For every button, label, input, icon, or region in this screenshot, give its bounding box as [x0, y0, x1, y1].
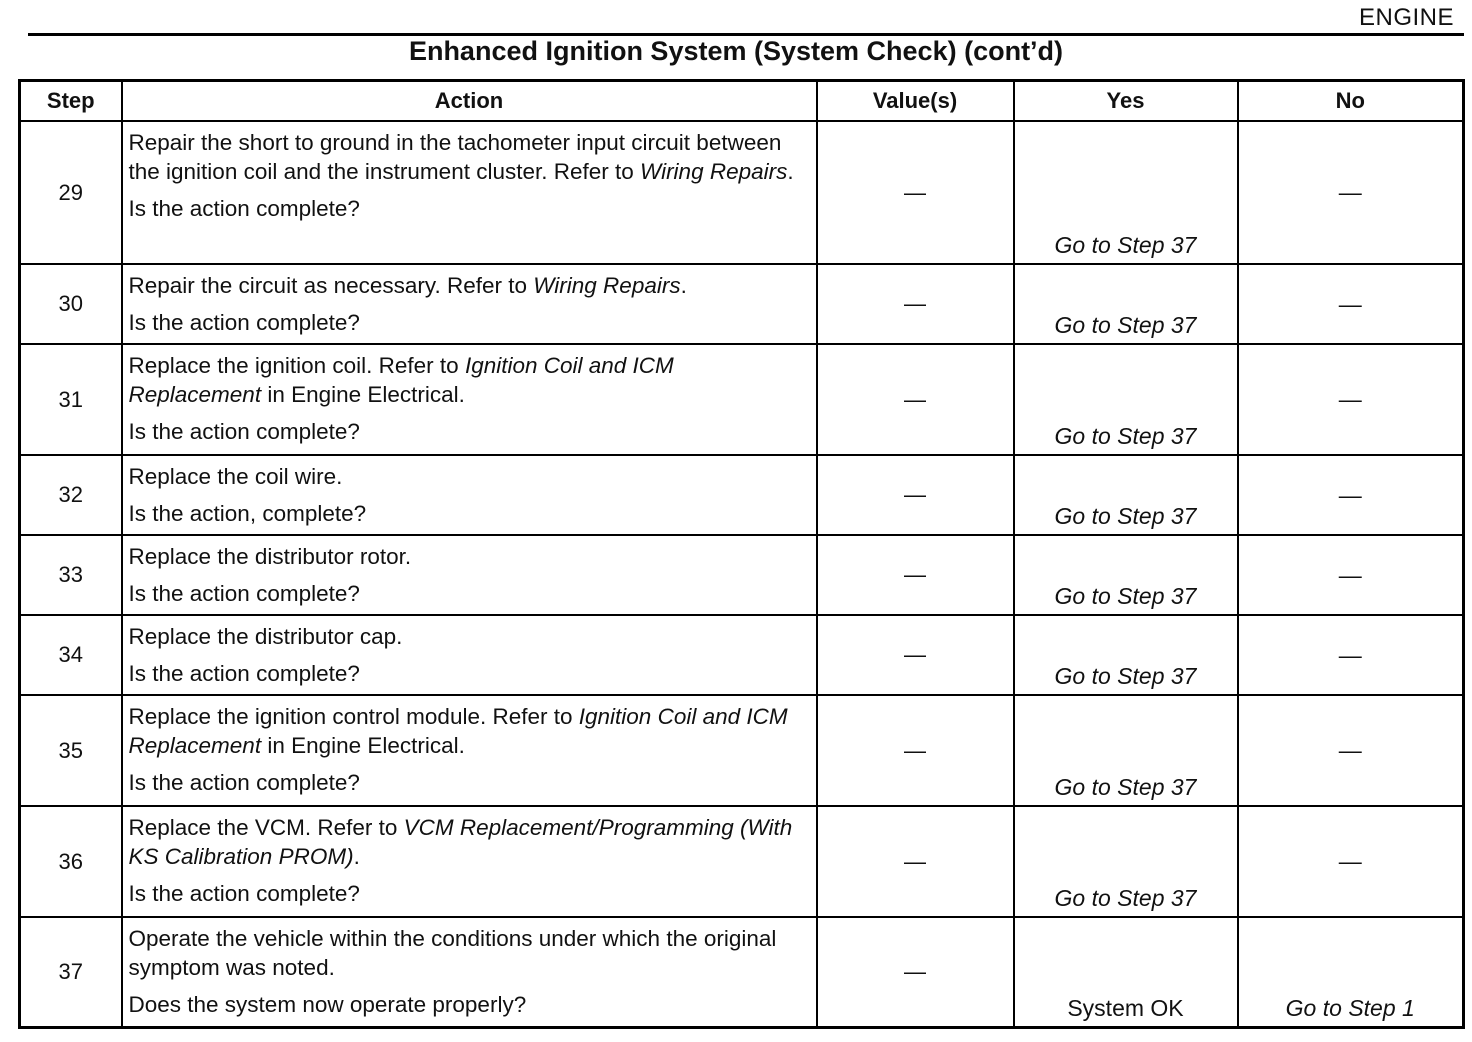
procedure-table — [18, 79, 1465, 1029]
action-text — [129, 813, 808, 871]
table-row — [20, 806, 1464, 917]
value-cell: — — [817, 535, 1014, 615]
column-header-action: Action — [122, 81, 817, 122]
table-row — [20, 695, 1464, 806]
question-text: Is the action complete? — [128, 310, 360, 335]
reference-text: Ignition Coil and ICM Replacement — [128, 353, 674, 407]
value-cell: — — [817, 344, 1014, 455]
reference-text: Wiring Repairs — [533, 273, 681, 298]
action-cell — [122, 264, 817, 344]
action-cell — [122, 695, 817, 806]
table-body — [20, 121, 1464, 1027]
step-number: 35 — [20, 695, 122, 806]
action-text — [129, 622, 808, 651]
step-number: 32 — [20, 455, 122, 535]
table-header-row — [20, 81, 1464, 122]
action-cell — [122, 615, 817, 695]
table-row — [20, 455, 1464, 535]
no-result: — — [1238, 344, 1464, 455]
action-cell — [122, 344, 817, 455]
step-number: 33 — [20, 535, 122, 615]
question-text: Is the action, complete? — [128, 501, 367, 526]
instruction-text: Replace the distributor rotor. — [128, 544, 412, 569]
table-row — [20, 264, 1464, 344]
yes-result: Go to Step 37 — [1014, 806, 1238, 917]
action-text — [129, 542, 808, 571]
reference-text: VCM Replacement/Programming (With KS Calibration PROM) — [128, 815, 793, 869]
step-number: 29 — [20, 121, 122, 264]
question-text: Is the action complete? — [128, 581, 360, 606]
action-text — [129, 128, 808, 186]
no-result: — — [1238, 535, 1464, 615]
column-header-no: No — [1238, 81, 1464, 122]
yes-result: Go to Step 37 — [1014, 535, 1238, 615]
yes-result: Go to Step 37 — [1014, 695, 1238, 806]
instruction-text: . — [353, 844, 360, 869]
step-number: 36 — [20, 806, 122, 917]
value-cell: — — [817, 121, 1014, 264]
page-title: Enhanced Ignition System (System Check) (cont’d) — [408, 36, 1064, 66]
no-result: — — [1238, 615, 1464, 695]
question-text: Is the action complete? — [128, 196, 360, 221]
value-cell: — — [817, 615, 1014, 695]
table-row — [20, 535, 1464, 615]
yes-result: System OK — [1014, 917, 1238, 1027]
value-cell: — — [817, 455, 1014, 535]
no-result: — — [1238, 695, 1464, 806]
step-number: 31 — [20, 344, 122, 455]
question-text: Does the system now operate properly? — [128, 992, 527, 1017]
yes-result: Go to Step 37 — [1014, 121, 1238, 264]
instruction-text: Replace the ignition coil. Refer to — [128, 353, 465, 378]
action-text — [129, 351, 808, 409]
action-text — [129, 702, 808, 760]
step-number: 30 — [20, 264, 122, 344]
action-cell — [122, 455, 817, 535]
question-text: Is the action complete? — [128, 419, 360, 444]
column-header-yes: Yes — [1014, 81, 1238, 122]
question-text: Is the action complete? — [128, 881, 360, 906]
action-cell — [122, 535, 817, 615]
no-result: — — [1238, 806, 1464, 917]
value-cell: — — [817, 917, 1014, 1027]
instruction-text: Replace the distributor cap. — [128, 624, 403, 649]
instruction-text: in Engine Electrical. — [261, 382, 465, 407]
yes-result: Go to Step 37 — [1014, 615, 1238, 695]
instruction-text: . — [680, 273, 687, 298]
no-result: — — [1238, 264, 1464, 344]
no-result: — — [1238, 455, 1464, 535]
no-result: Go to Step 1 — [1238, 917, 1464, 1027]
value-cell: — — [817, 695, 1014, 806]
step-number: 37 — [20, 917, 122, 1027]
yes-result: Go to Step 37 — [1014, 455, 1238, 535]
column-header-step: Step — [20, 81, 122, 122]
step-number: 34 — [20, 615, 122, 695]
instruction-text: in Engine Electrical. — [261, 733, 465, 758]
reference-text: Ignition Coil and ICM Replacement — [128, 704, 788, 758]
action-text — [129, 924, 808, 982]
yes-result: Go to Step 37 — [1014, 344, 1238, 455]
action-cell — [122, 806, 817, 917]
instruction-text: . — [787, 159, 794, 184]
instruction-text: Replace the coil wire. — [128, 464, 343, 489]
instruction-text: Repair the circuit as necessary. Refer to — [128, 273, 534, 298]
section-label: ENGINE — [1358, 4, 1454, 31]
no-result: — — [1238, 121, 1464, 264]
table-row — [20, 917, 1464, 1027]
value-cell: — — [817, 264, 1014, 344]
action-cell — [122, 917, 817, 1027]
instruction-text: Operate the vehicle within the conditions under which the original symptom was noted. — [128, 926, 777, 980]
table-row — [20, 344, 1464, 455]
instruction-text: Replace the ignition control module. Refer to — [128, 704, 579, 729]
table-row — [20, 121, 1464, 264]
question-text: Is the action complete? — [128, 770, 360, 795]
instruction-text: Repair the short to ground in the tachometer input circuit between the ignition coil and the instrument cluster. Refer to — [128, 130, 782, 184]
yes-result: Go to Step 37 — [1014, 264, 1238, 344]
action-text — [129, 271, 808, 300]
instruction-text: Replace the VCM. Refer to — [128, 815, 404, 840]
action-cell — [122, 121, 817, 264]
table-row — [20, 615, 1464, 695]
action-text — [129, 462, 808, 491]
column-header-values: Value(s) — [817, 81, 1014, 122]
value-cell: — — [817, 806, 1014, 917]
question-text: Is the action complete? — [128, 661, 360, 686]
reference-text: Wiring Repairs — [640, 159, 788, 184]
